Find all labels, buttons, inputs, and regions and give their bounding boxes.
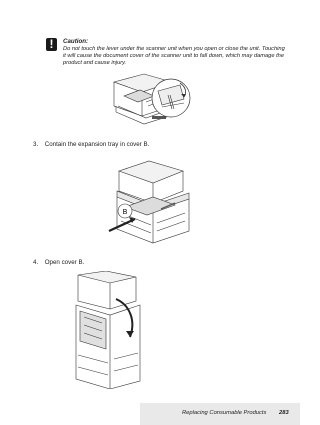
expansion-tray-figure — [105, 157, 200, 247]
lever-detail-circle — [150, 77, 192, 119]
cover-b-callout: B — [122, 209, 128, 216]
step-number: 4. — [33, 259, 39, 266]
open-cover-b-figure — [70, 271, 145, 389]
caution-icon: ! — [46, 38, 57, 51]
step-text: Open cover B. — [44, 259, 85, 266]
step-text: Contain the expansion tray in cover B. — [44, 141, 150, 148]
step-number: 3. — [33, 141, 39, 148]
step-3 — [33, 141, 149, 149]
caution-body: Do not touch the lever under the scanner unit when you open or close the unit. Touching it will cause the document cover of the scanner unit to fall down, which may damage the product and cause injury. — [63, 46, 285, 67]
footer-section-title: Replacing Consumable Products — [182, 410, 267, 416]
caution-heading: Caution: — [63, 38, 89, 45]
step-4 — [33, 259, 84, 267]
page-number: 283 — [279, 410, 289, 416]
